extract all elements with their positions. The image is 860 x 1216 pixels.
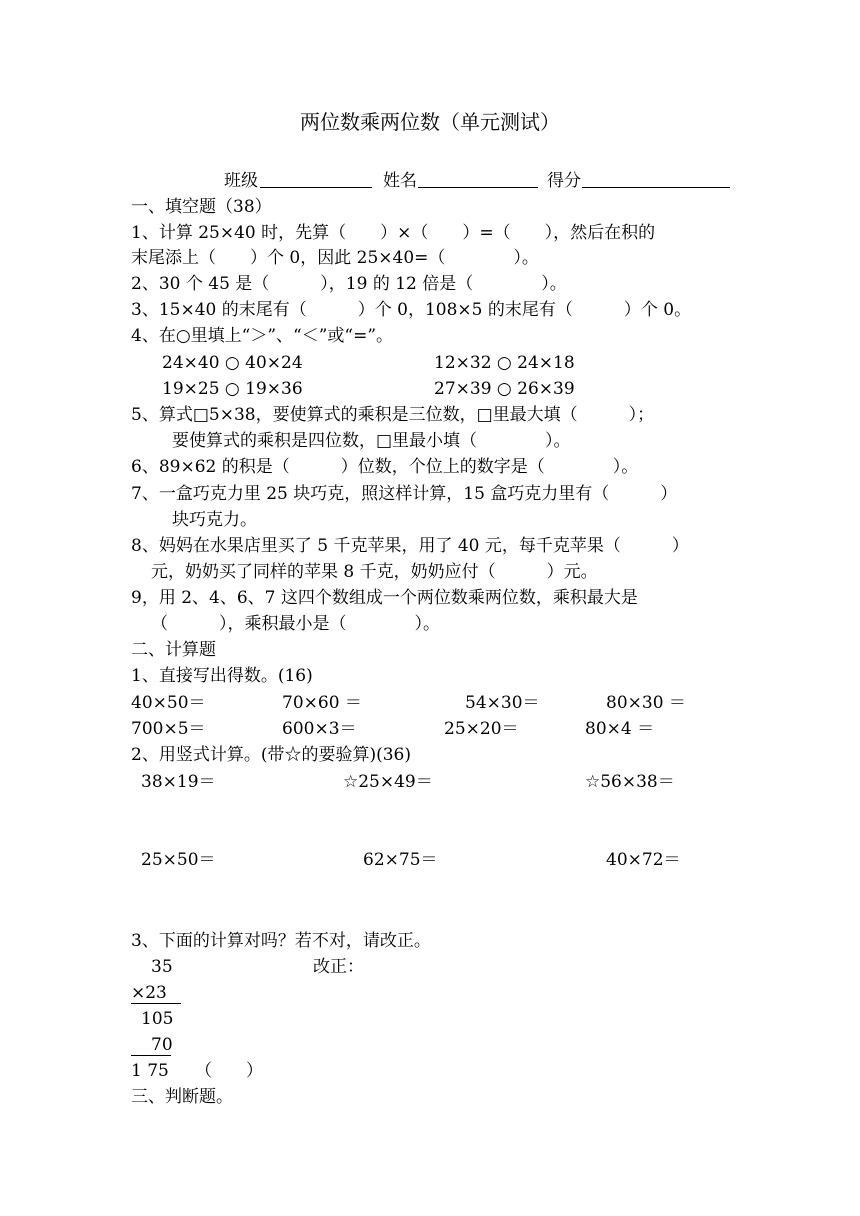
section3-heading: 三、判断题。 bbox=[131, 1087, 233, 1107]
question-3: 3、15×40 的末尾有（ ）个 0，108×5 的末尾有（ ）个 0。 bbox=[131, 300, 692, 320]
vertical-calc-item: ☆25×49＝ bbox=[343, 772, 433, 792]
question-7-line-2: 块巧克力。 bbox=[172, 510, 257, 530]
question-8-line-1: 8、妈妈在水果店里买了 5 千克苹果，用了 40 元，每千克苹果（ ） bbox=[131, 536, 689, 556]
calc-partial-1: 105 bbox=[141, 1009, 174, 1029]
question-1-line-1: 1、计算 25×40 时，先算（ ）×（ ）=（ ），然后在积的 bbox=[131, 223, 656, 243]
direct-calc-item: 40×50＝ bbox=[131, 693, 206, 713]
compare-item: 19×25 ○ 19×36 bbox=[162, 379, 303, 399]
vertical-calc-item: 40×72＝ bbox=[606, 850, 681, 870]
page-title: 两位数乘两位数（单元测试） bbox=[300, 110, 560, 134]
direct-calc-item: 600×3＝ bbox=[282, 719, 357, 739]
question-5-line-1: 5、算式□5×38，要使算式的乘积是三位数，□里最大填（ ）； bbox=[131, 405, 655, 425]
question-2: 2、30 个 45 是（ ），19 的 12 倍是（ ）。 bbox=[131, 274, 567, 294]
question-9-line-1: 9，用 2、4、6、7 这四个数组成一个两位数乘两位数，乘积最大是 bbox=[131, 588, 638, 608]
section2-sub2: 2、用竖式计算。(带☆的要验算)(36) bbox=[131, 745, 411, 765]
calc-multiplicand: 35 bbox=[151, 957, 173, 977]
vertical-calc-item: 38×19＝ bbox=[141, 772, 216, 792]
question-5-line-2: 要使算式的乘积是四位数，□里最小填（ ）。 bbox=[172, 431, 571, 451]
vertical-calc-item: 25×50＝ bbox=[141, 850, 216, 870]
compare-item: 24×40 ○ 40×24 bbox=[162, 353, 303, 373]
calc-rule-2 bbox=[131, 1055, 171, 1056]
compare-item: 12×32 ○ 24×18 bbox=[434, 353, 575, 373]
vertical-calc-item: 62×75＝ bbox=[363, 850, 438, 870]
question-4: 4、在○里填上“＞”、“＜”或“=”。 bbox=[131, 326, 394, 346]
section2-sub1: 1、直接写出得数。(16) bbox=[131, 666, 313, 686]
calc-multiplier: ×23 bbox=[131, 983, 167, 1003]
calc-partial-2: 70 bbox=[151, 1035, 173, 1055]
question-8-line-2: 元，奶奶买了同样的苹果 8 千克，奶奶应付（ ）元。 bbox=[151, 562, 598, 582]
direct-calc-item: 25×20＝ bbox=[444, 719, 519, 739]
class-blank[interactable] bbox=[260, 187, 372, 188]
calc-answer-paren[interactable]: （ ） bbox=[195, 1061, 263, 1081]
calc-result: 1 75 bbox=[131, 1061, 169, 1081]
direct-calc-item: 70×60 ＝ bbox=[282, 693, 362, 713]
direct-calc-item: 80×4 ＝ bbox=[585, 719, 655, 739]
name-blank[interactable] bbox=[418, 187, 538, 188]
question-9-line-2: （ ），乘积最小是（ ）。 bbox=[151, 614, 440, 634]
correction-label: 改正： bbox=[313, 957, 364, 977]
score-label: 得分 bbox=[547, 171, 581, 191]
question-1-line-2: 末尾添上（ ）个 0，因此 25×40=（ ）。 bbox=[131, 248, 539, 268]
section2-heading: 二、计算题 bbox=[131, 640, 216, 660]
calc-rule-1 bbox=[131, 1003, 181, 1004]
class-label: 班级 bbox=[224, 171, 258, 191]
section1-heading: 一、填空题（38） bbox=[131, 197, 272, 217]
direct-calc-item: 700×5＝ bbox=[131, 719, 206, 739]
score-blank[interactable] bbox=[582, 187, 730, 188]
name-label: 姓名 bbox=[383, 171, 417, 191]
question-7-line-1: 7、一盒巧克力里 25 块巧克，照这样计算，15 盒巧克力里有（ ） bbox=[131, 484, 678, 504]
question-6: 6、89×62 的积是（ ）位数，个位上的数字是（ ）。 bbox=[131, 457, 639, 477]
direct-calc-item: 54×30＝ bbox=[465, 693, 540, 713]
vertical-calc-item: ☆56×38＝ bbox=[585, 772, 675, 792]
compare-item: 27×39 ○ 26×39 bbox=[434, 379, 575, 399]
section2-sub3: 3、下面的计算对吗？若不对，请改正。 bbox=[131, 931, 431, 951]
direct-calc-item: 80×30 ＝ bbox=[606, 693, 686, 713]
